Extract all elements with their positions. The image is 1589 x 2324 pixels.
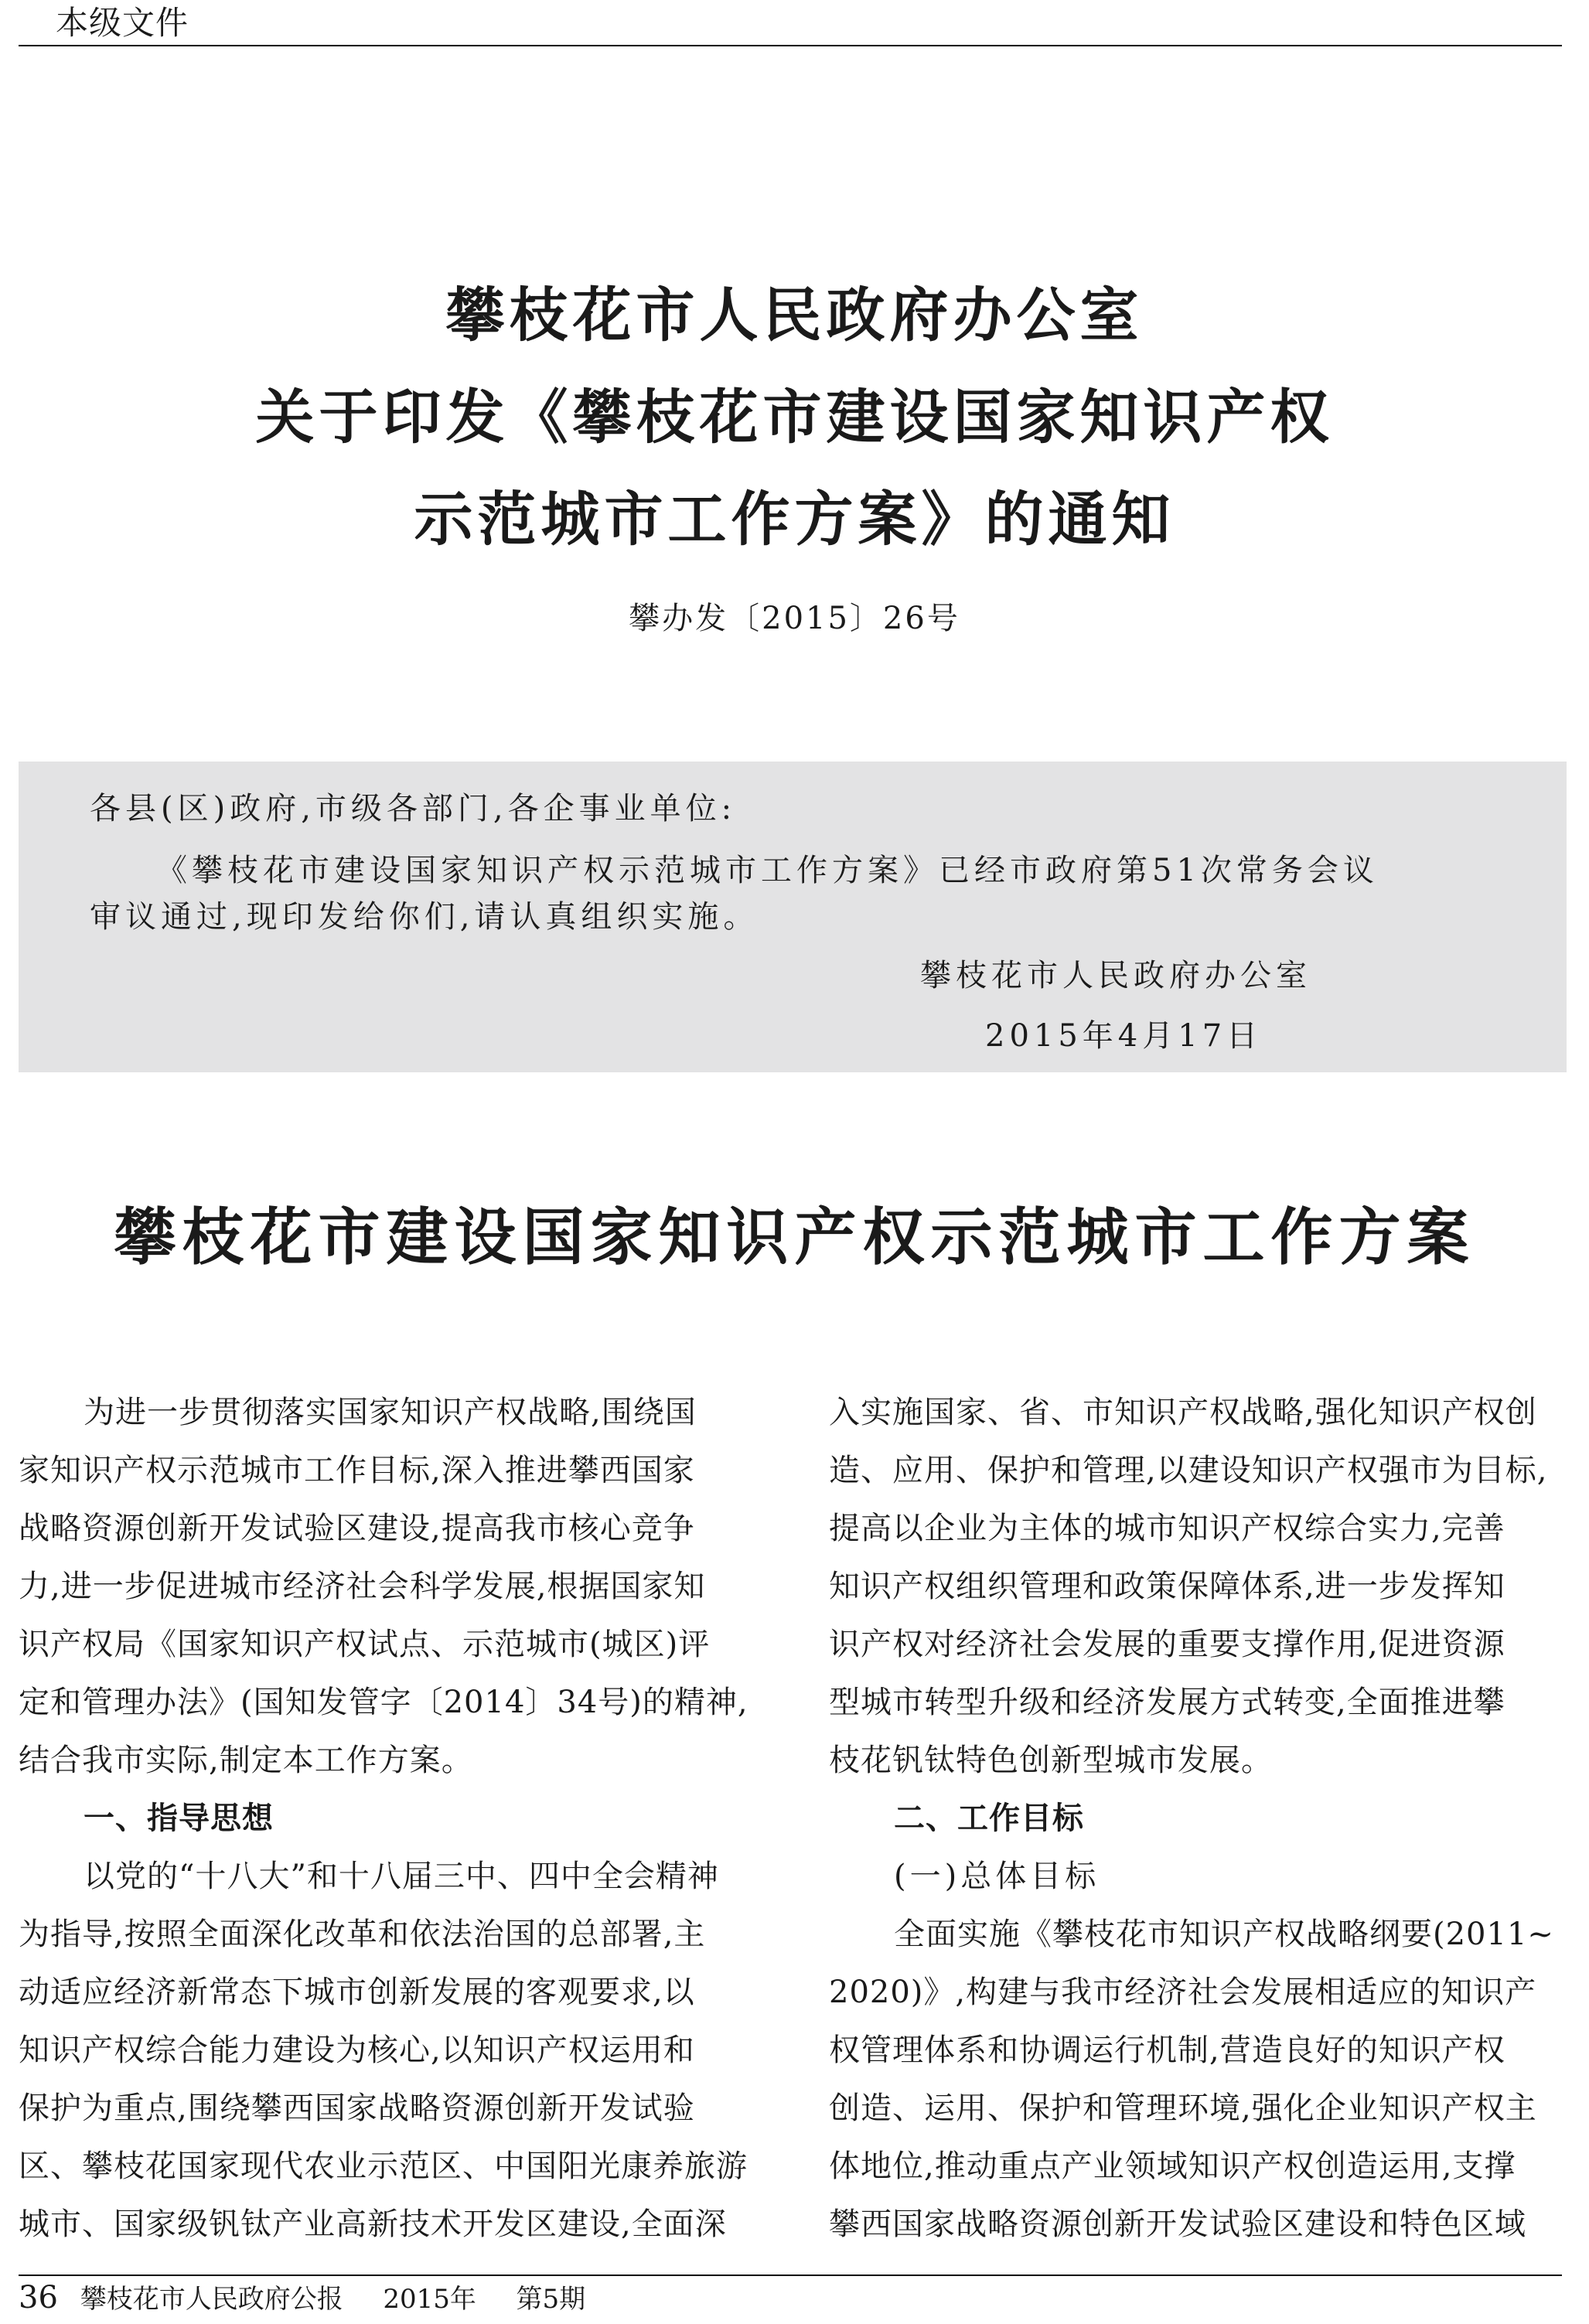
paragraph-line: 识产权局《国家知识产权试点、示范城市(城区)评 xyxy=(19,1627,711,1662)
paragraph-line: 为指导,按照全面深化改革和依法治国的总部署,主 xyxy=(19,1917,706,1952)
paragraph-line: 力,进一步促进城市经济社会科学发展,根据国家知 xyxy=(19,1569,706,1604)
notice-addressee: 各县(区)政府,市级各部门,各企事业单位: xyxy=(90,791,737,826)
plan-title: 攀枝花市建设国家知识产权示范城市工作方案 xyxy=(114,1201,1475,1273)
paragraph-line: 型城市转型升级和经济发展方式转变,全面推进攀 xyxy=(829,1685,1505,1720)
paragraph-line: 知识产权综合能力建设为核心,以知识产权运用和 xyxy=(19,2033,695,2068)
paragraph-line: 家知识产权示范城市工作目标,深入推进攀西国家 xyxy=(19,1453,695,1488)
paragraph-line: 全面实施《攀枝花市知识产权战略纲要(2011~ xyxy=(894,1917,1554,1952)
paragraph-line: 战略资源创新开发试验区建设,提高我市核心竞争 xyxy=(19,1511,695,1546)
notice-issuer: 攀枝花市人民政府办公室 xyxy=(920,958,1311,993)
notice-date: 2015年4月17日 xyxy=(985,1018,1263,1054)
section-heading: 二、工作目标 xyxy=(894,1801,1084,1836)
paragraph-line: 体地位,推动重点产业领域知识产权创造运用,支撑 xyxy=(829,2149,1516,2184)
notice-title-line: 示范城市工作方案》的通知 xyxy=(414,485,1175,554)
publication-name: 攀枝花市人民政府公报 xyxy=(80,2284,343,2315)
notice-title xyxy=(0,264,1589,571)
paragraph-line: 结合我市实际,制定本工作方案。 xyxy=(19,1743,473,1778)
subsection-heading: (一)总体目标 xyxy=(894,1859,1100,1894)
document-number: 攀办发〔2015〕26号 xyxy=(629,601,960,636)
page-number: 36 xyxy=(19,2280,58,2315)
section-label: 本级文件 xyxy=(56,4,189,42)
notice-body-line: 《攀枝花市建设国家知识产权示范城市工作方案》已经市政府第51次常务会议 xyxy=(156,853,1379,888)
paragraph-line: 枝花钒钛特色创新型城市发展。 xyxy=(829,1743,1273,1778)
paragraph-line: 以党的“十八大”和十八届三中、四中全会精神 xyxy=(84,1859,719,1894)
paragraph-line: 攀西国家战略资源创新开发试验区建设和特色区域 xyxy=(829,2206,1526,2242)
paragraph-line: 动适应经济新常态下城市创新发展的客观要求,以 xyxy=(19,1975,695,2010)
paragraph-line: 区、攀枝花国家现代农业示范区、中国阳光康养旅游 xyxy=(19,2149,748,2184)
notice-body-line: 审议通过,现印发给你们,请认真组织实施。 xyxy=(90,899,759,935)
paragraph-line: 提高以企业为主体的城市知识产权综合实力,完善 xyxy=(829,1511,1505,1546)
paragraph-line: 造、应用、保护和管理,以建设知识产权强市为目标, xyxy=(829,1453,1548,1488)
notice-title-line: 攀枝花市人民政府办公室 xyxy=(445,281,1144,349)
section-heading: 一、指导思想 xyxy=(84,1801,274,1836)
page-footer xyxy=(19,2276,585,2321)
paragraph-line: 识产权对经济社会发展的重要支撑作用,促进资源 xyxy=(829,1627,1505,1662)
header-divider xyxy=(19,45,1562,46)
publication-year: 2015年 xyxy=(383,2284,476,2315)
paragraph-line: 知识产权组织管理和政策保障体系,进一步发挥知 xyxy=(829,1569,1505,1604)
paragraph-line: 权管理体系和协调运行机制,营造良好的知识产权 xyxy=(829,2033,1505,2068)
paragraph-line: 城市、国家级钒钛产业高新技术开发区建设,全面深 xyxy=(19,2206,727,2242)
paragraph-line: 入实施国家、省、市知识产权战略,强化知识产权创 xyxy=(829,1395,1537,1430)
paragraph-line: 创造、运用、保护和管理环境,强化企业知识产权主 xyxy=(829,2091,1537,2126)
publication-issue: 第5期 xyxy=(516,2284,586,2315)
paragraph-line: 为进一步贯彻落实国家知识产权战略,围绕国 xyxy=(84,1395,697,1430)
paragraph-line: 定和管理办法》(国知发管字〔2014〕34号)的精神, xyxy=(19,1685,748,1720)
paragraph-line: 2020)》,构建与我市经济社会发展相适应的知识产 xyxy=(829,1975,1537,2010)
paragraph-line: 保护为重点,围绕攀西国家战略资源创新开发试验 xyxy=(19,2091,695,2126)
left-column xyxy=(19,1384,759,2254)
right-column xyxy=(829,1384,1570,2254)
notice-title-line: 关于印发《攀枝花市建设国家知识产权 xyxy=(255,383,1334,452)
